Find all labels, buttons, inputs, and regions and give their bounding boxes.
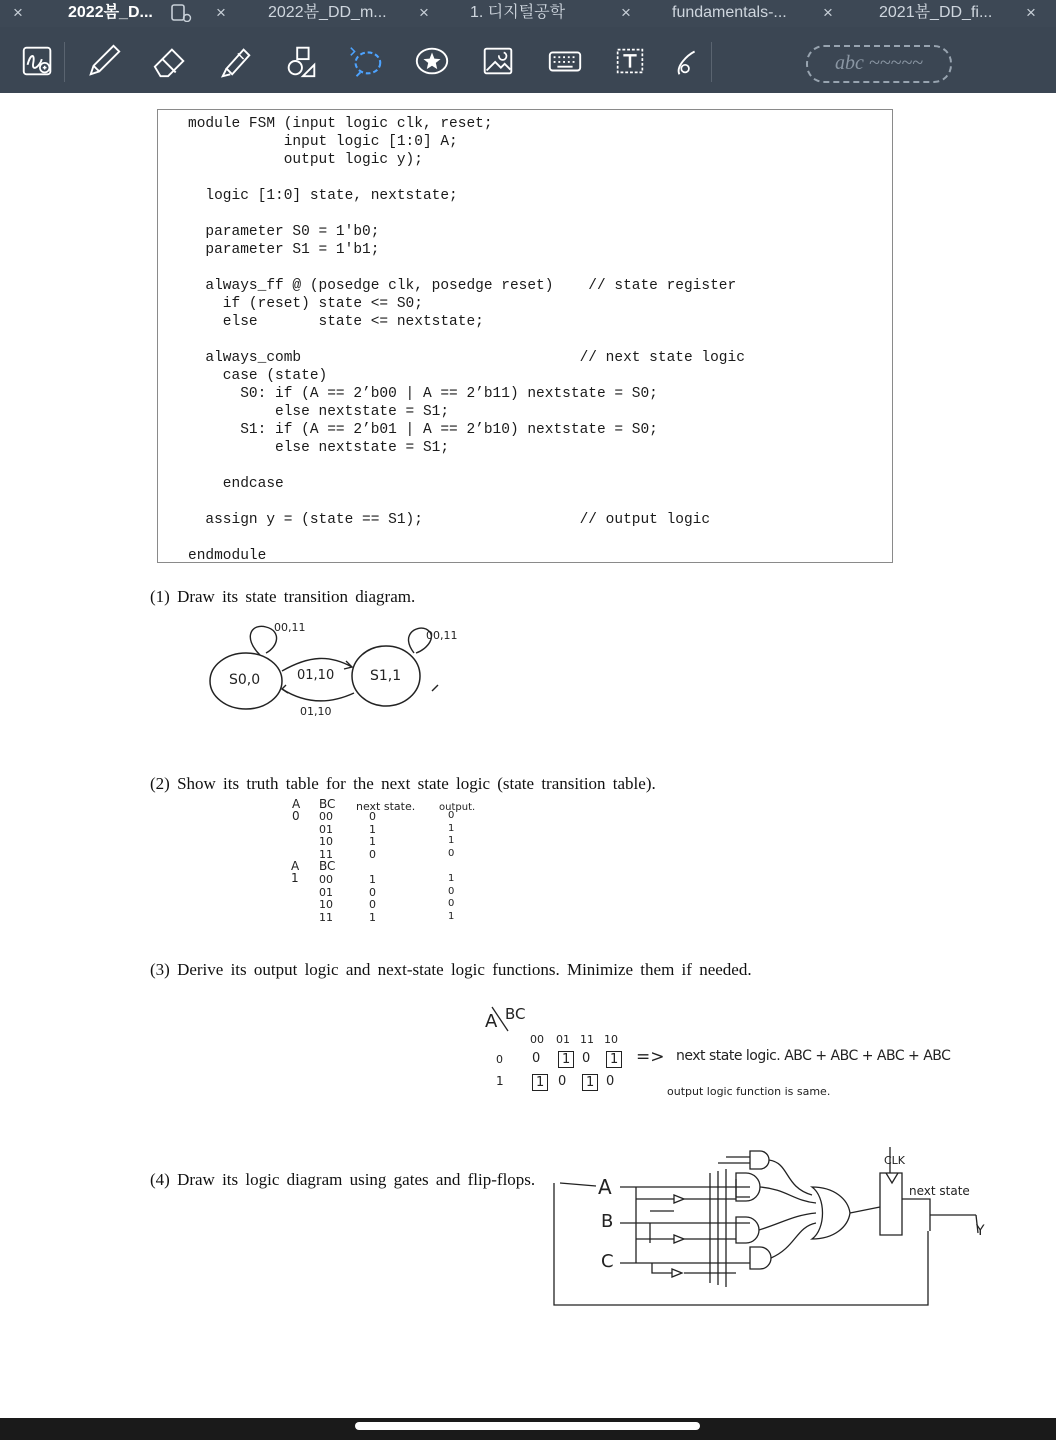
kmap-column-header: 01 [556,1033,570,1046]
s1-to-s0-label: 01,10 [300,705,332,718]
code-line: S1: if (A == 2’b01 | A == 2’b10) nextstate = S0; [188,422,658,438]
question-4: (4) Draw its logic diagram using gates and flip-flops. [150,1170,536,1189]
sticker-icon[interactable] [412,39,452,83]
text-box-icon[interactable] [610,39,650,83]
logic-diagram-strokes [550,1143,1000,1313]
code-line [188,493,745,511]
document-page[interactable] [0,93,1056,1418]
code-line: output logic y); [188,152,423,168]
input-a-label: A [598,1175,612,1199]
question-2: (2) Show its truth table for the next state logic (state transition table). [150,774,656,793]
tt-bc-cell: 01 [319,885,333,899]
code-line [188,169,745,187]
kmap-cell: 0 [532,1051,541,1066]
shapes-icon[interactable] [281,39,321,83]
code-line [188,205,745,223]
tt-group1-bc-header: BC [319,859,336,873]
question-3: (3) Derive its output logic and next-state logic functions. Minimize them if needed. [150,960,752,979]
code-line: logic [1:0] state, nextstate; [188,188,458,204]
tt-next-cell: 1 [369,822,376,836]
toolbar-separator [64,42,65,82]
tt-output-cell: 1 [448,822,455,834]
close-tab-4-icon[interactable]: × [621,3,631,22]
tab-bar [0,0,1056,27]
tab-2[interactable]: 2022봄_DD_m... [268,4,387,21]
tt-bc-cell: 00 [319,873,333,886]
code-line: always_ff @ (posedge clk, posedge reset) // state register [188,278,737,294]
kmap-row-label: 0 [496,1053,503,1066]
s0-to-s1-label: 01,10 [297,668,335,683]
tt-output-cell: 0 [448,810,455,821]
code-line: S0: if (A == 2’b00 | A == 2’b11) nextstate = S0; [188,386,658,402]
tt-output-cell: 0 [448,885,455,897]
code-line: if (reset) state <= S0; [188,296,423,312]
tt-header-bc: BC [319,797,336,811]
code-line: case (state) [188,368,328,384]
tt-header-next: next state. [356,800,416,813]
state-s0-label: S0,0 [229,672,261,688]
close-tab-6-icon[interactable]: × [1026,3,1036,22]
close-tab-1-icon[interactable]: × [13,3,23,22]
kmap-cell: 1 [558,1051,574,1068]
code-line: parameter S1 = 1'b1; [188,242,380,258]
tt-group0-a: 0 [292,809,300,823]
tt-bc-cell: 11 [319,910,333,924]
horizontal-scrollbar[interactable] [355,1422,700,1430]
code-line: endcase [188,476,284,492]
code-line [188,529,745,547]
lasso-icon[interactable] [346,39,386,83]
kmap-cell: 0 [606,1074,615,1089]
pen-icon[interactable] [84,39,124,83]
kmap-cell: 0 [582,1051,591,1066]
code-line: always_comb // next state logic [188,350,745,366]
drawing-toolbar [0,27,1056,93]
pages-icon[interactable] [170,4,190,22]
tt-next-cell: 0 [369,885,376,899]
code-line: endmodule [188,548,267,564]
code-line [188,457,745,475]
tt-output-cell: 0 [448,847,455,859]
tt-output-cell: 1 [448,873,455,884]
code-line: input logic [1:0] A; [188,134,458,150]
kmap-cell: 0 [558,1074,567,1089]
tt-bc-cell: 11 [319,847,333,861]
kmap-row-label: 1 [496,1074,504,1088]
tt-next-cell: 1 [369,910,376,924]
zoom-pen-icon[interactable] [18,39,58,83]
close-tab-2-icon[interactable]: × [216,3,226,22]
tab-5[interactable]: 2021봄_DD_fi... [879,4,993,21]
kmap-column-header: 10 [604,1033,618,1046]
tt-output-cell: 0 [448,898,455,909]
tab-1[interactable]: 2022봄_D... [68,4,153,21]
verilog-code [188,115,745,565]
kmap-column-header: 00 [530,1033,544,1046]
input-b-label: B [601,1211,614,1232]
kmap-arrow: => [636,1047,665,1067]
tt-bc-cell: 10 [319,898,333,911]
kmap-corner-a: A [485,1011,498,1032]
code-line: else nextstate = S1; [188,440,450,456]
tt-output-cell: 1 [448,835,455,846]
toolbar-separator [711,42,712,82]
question-1: (1) Draw its state transition diagram. [150,587,416,606]
tt-output-cell: 1 [448,910,455,922]
tt-bc-cell: 00 [319,810,333,823]
kmap-cell: 1 [532,1074,548,1091]
handwriting-input-box[interactable]: abc ~~~~~ [806,45,952,83]
tt-bc-cell: 01 [319,822,333,836]
laser-icon[interactable] [667,39,707,83]
clk-label: CLK [884,1154,906,1167]
tt-next-cell: 1 [369,873,376,886]
tt-next-cell: 0 [369,898,376,911]
state-s1-label: S1,1 [370,668,402,684]
tt-group1-a: 1 [291,871,299,885]
tt-header-a: A [292,797,301,811]
code-line [188,259,745,277]
code-line: assign y = (state == S1); // output logic [188,512,711,528]
code-line: parameter S0 = 1'b0; [188,224,380,240]
tt-header-output: output. [439,802,476,813]
input-c-label: C [601,1251,614,1272]
tab-3[interactable]: 1. 디지털공학 [470,4,566,21]
highlighter-icon[interactable] [216,39,256,83]
image-icon[interactable] [478,39,518,83]
tab-4[interactable]: fundamentals-... [672,4,787,21]
output-y-label: Y [976,1223,985,1239]
s0-self-loop-label: 00,11 [274,621,306,634]
tt-group1-a-header: A [291,859,300,873]
tt-next-cell: 0 [369,810,376,823]
kmap-cell: 1 [582,1074,598,1091]
output-logic-text: output logic function is same. [667,1085,831,1098]
s1-self-loop-label: 00,11 [426,629,458,642]
kmap-column-header: 11 [580,1033,594,1046]
keyboard-icon[interactable] [545,39,585,83]
tt-next-cell: 0 [369,847,376,861]
tt-next-cell: 1 [369,835,376,848]
code-line [188,331,745,349]
next-state-logic-text: next state logic. ABC + ABC + ABC + ABC [676,1048,951,1064]
close-tab-5-icon[interactable]: × [823,3,833,22]
code-line: else state <= nextstate; [188,314,484,330]
eraser-icon[interactable] [150,39,190,83]
code-line: module FSM (input logic clk, reset; [188,116,493,132]
code-line: else nextstate = S1; [188,404,450,420]
kmap-corner-bc: BC [505,1005,526,1023]
kmap-cell: 1 [606,1051,622,1068]
next-state-label: next state [909,1184,970,1198]
close-tab-3-icon[interactable]: × [419,3,429,22]
tt-bc-cell: 10 [319,835,333,848]
